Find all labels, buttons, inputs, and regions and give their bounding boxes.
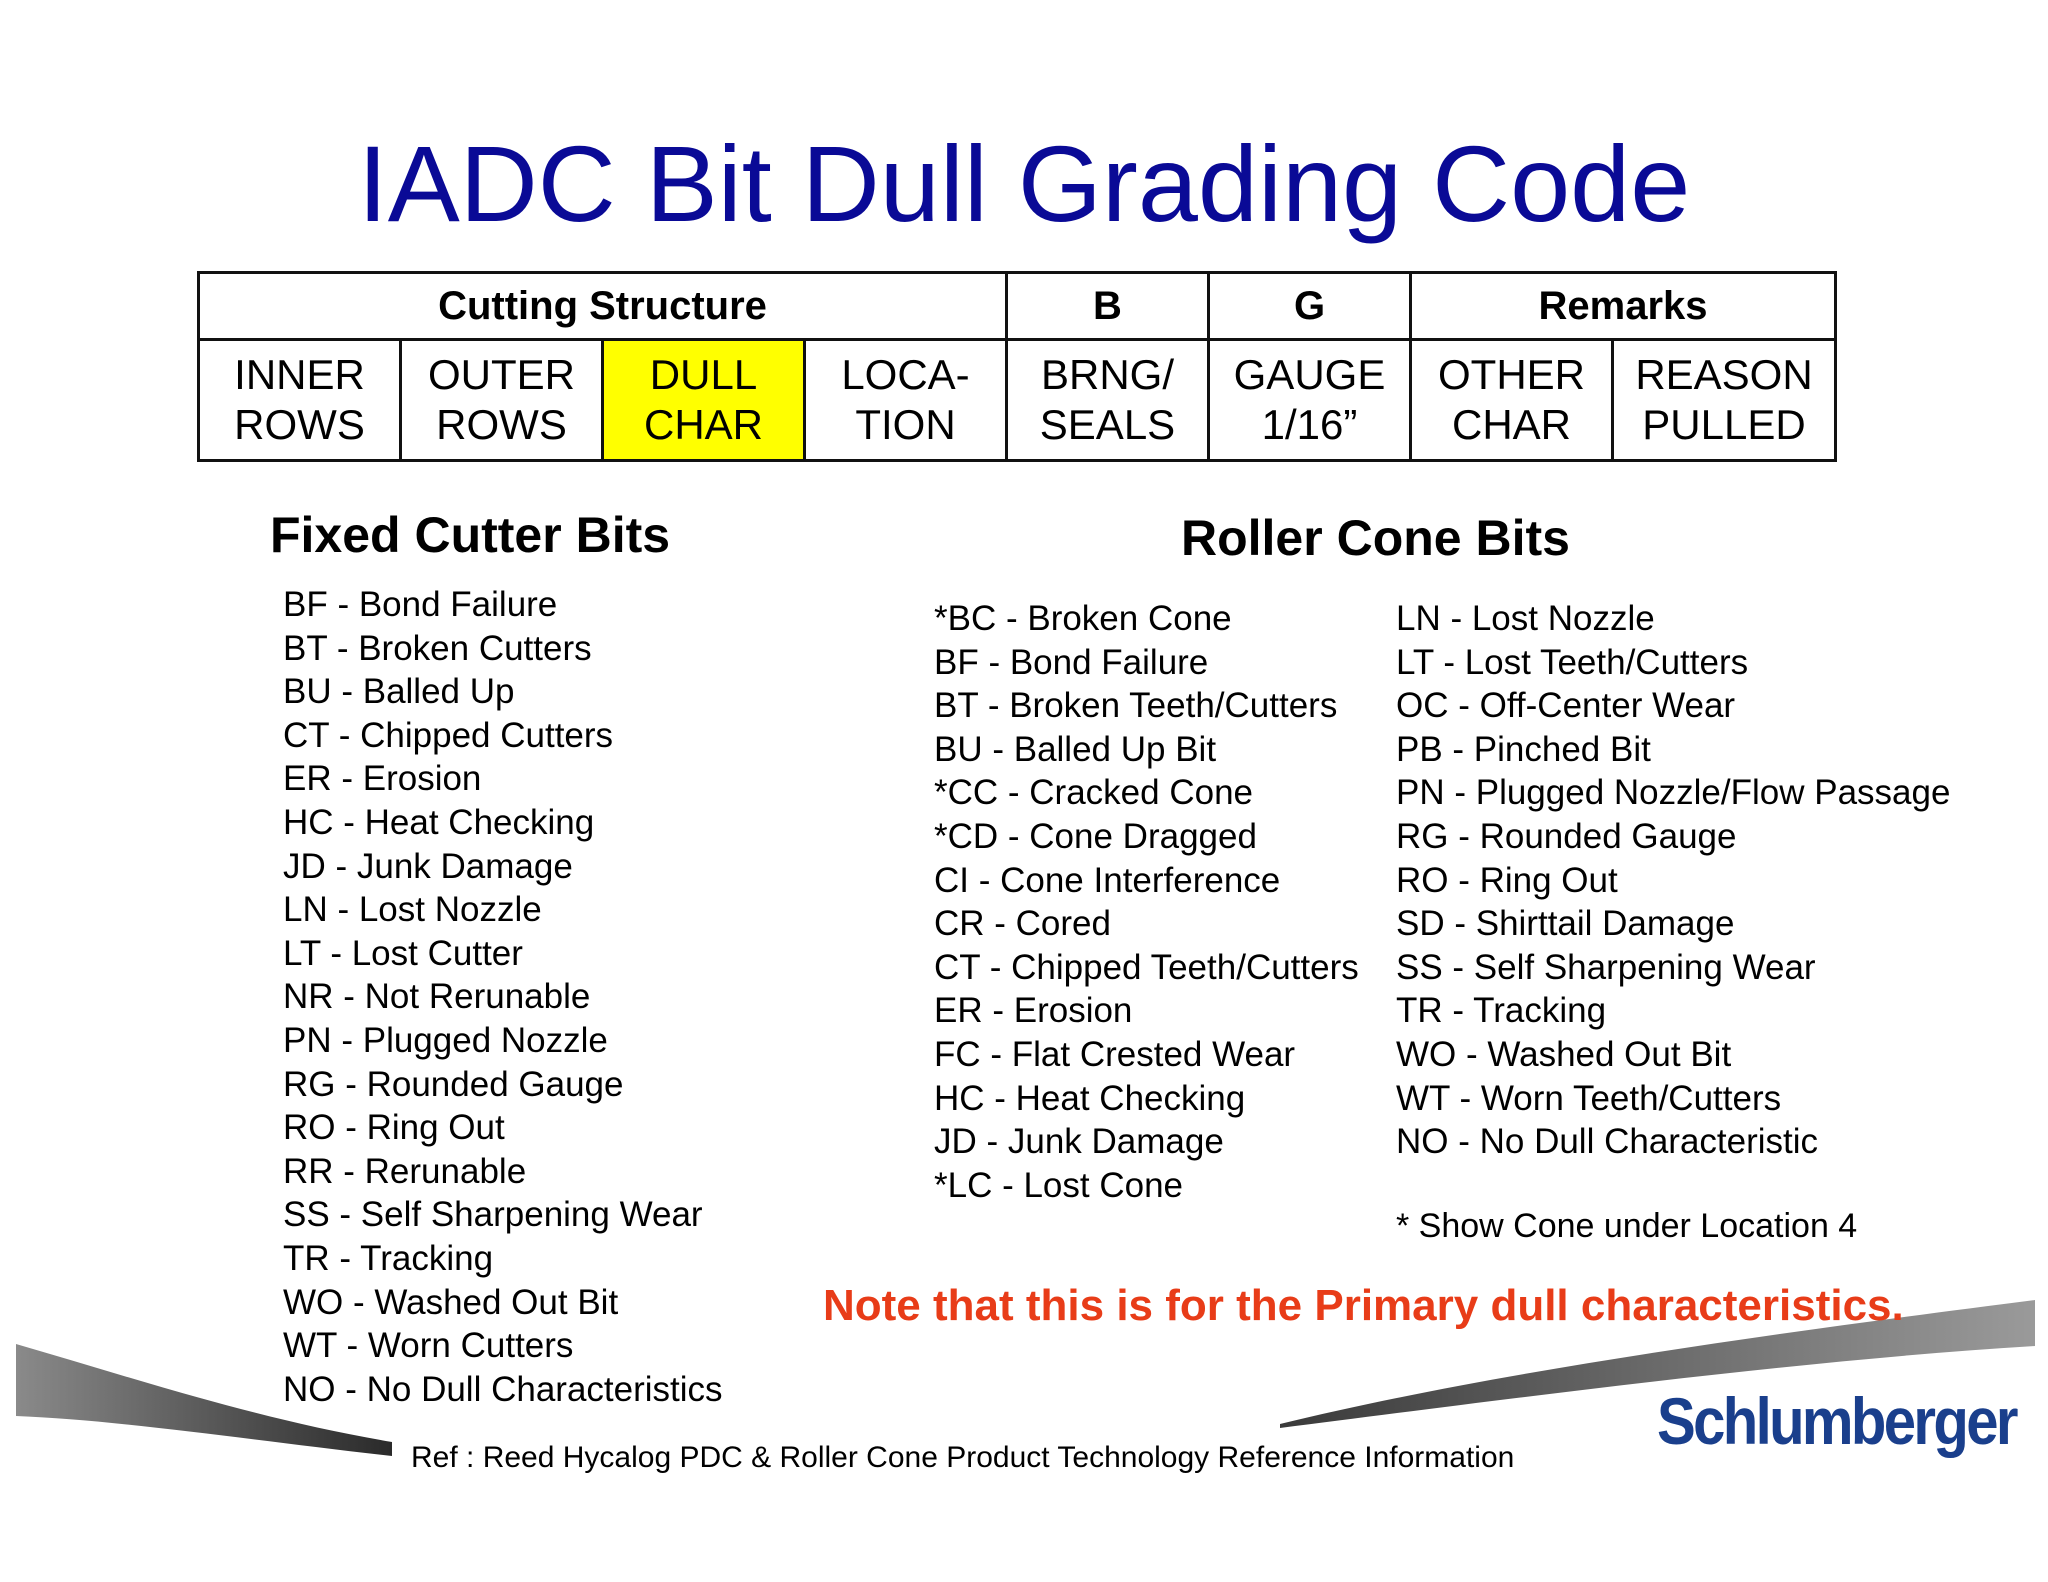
cell-gauge: GAUGE 1/16” xyxy=(1209,340,1411,461)
roller-cone-item: HC - Heat Checking xyxy=(934,1078,1246,1118)
fixed-cutter-item: RO - Ring Out xyxy=(283,1108,505,1148)
roller-cone-list-col1 xyxy=(934,597,1359,1207)
fixed-cutter-item: WT - Worn Cutters xyxy=(283,1326,574,1366)
header-cutting-structure: Cutting Structure xyxy=(199,273,1007,340)
roller-cone-item: CT - Chipped Teeth/Cutters xyxy=(934,947,1359,987)
fixed-cutter-item: NR - Not Rerunable xyxy=(283,977,591,1017)
roller-cone-item: CR - Cored xyxy=(934,904,1111,944)
fixed-cutter-item: CT - Chipped Cutters xyxy=(283,715,614,755)
fixed-cutter-item: TR - Tracking xyxy=(283,1238,494,1278)
roller-cone-list-col2 xyxy=(1396,597,1950,1164)
fixed-cutter-item: LT - Lost Cutter xyxy=(283,933,523,973)
fixed-cutter-item: BU - Balled Up xyxy=(283,672,515,712)
roller-cone-item: PB - Pinched Bit xyxy=(1396,729,1651,769)
roller-cone-item: *CC - Cracked Cone xyxy=(934,773,1253,813)
cell-location: LOCA- TION xyxy=(805,340,1007,461)
page-title: IADC Bit Dull Grading Code xyxy=(357,123,1691,244)
roller-cone-item: SD - Shirttail Damage xyxy=(1396,904,1735,944)
fixed-cutter-item: PN - Plugged Nozzle xyxy=(283,1020,608,1060)
fixed-cutter-item: NO - No Dull Characteristics xyxy=(283,1369,723,1409)
fixed-cutter-item: JD - Junk Damage xyxy=(283,846,573,886)
cell-other-char: OTHER CHAR xyxy=(1411,340,1613,461)
grading-code-table xyxy=(197,271,1837,462)
primary-dull-note: Note that this is for the Primary dull characteristics. xyxy=(823,1281,1904,1330)
table-subheader-row xyxy=(199,340,1836,461)
roller-cone-item: BT - Broken Teeth/Cutters xyxy=(934,686,1338,726)
fixed-cutter-heading: Fixed Cutter Bits xyxy=(270,507,671,563)
roller-cone-item: RO - Ring Out xyxy=(1396,860,1618,900)
fixed-cutter-item: HC - Heat Checking xyxy=(283,802,595,842)
cell-dull-char: DULL CHAR xyxy=(603,340,805,461)
roller-cone-item: FC - Flat Crested Wear xyxy=(934,1034,1296,1074)
cell-reason-pulled: REASON PULLED xyxy=(1613,340,1836,461)
roller-cone-item: LN - Lost Nozzle xyxy=(1396,599,1655,638)
roller-cone-item: PN - Plugged Nozzle/Flow Passage xyxy=(1396,773,1951,813)
roller-cone-item: OC - Off-Center Wear xyxy=(1396,686,1736,726)
table-header-row xyxy=(199,273,1836,340)
roller-cone-item: ER - Erosion xyxy=(934,991,1133,1031)
roller-cone-item: *CD - Cone Dragged xyxy=(934,816,1257,856)
fixed-cutter-item: RR - Rerunable xyxy=(283,1151,527,1191)
roller-cone-item: BU - Balled Up Bit xyxy=(934,729,1217,769)
roller-cone-item: BF - Bond Failure xyxy=(934,642,1209,682)
roller-cone-item: TR - Tracking xyxy=(1396,991,1607,1031)
header-gauge: G xyxy=(1209,273,1411,340)
fixed-cutter-list xyxy=(283,583,723,1411)
fixed-cutter-item: ER - Erosion xyxy=(283,759,482,799)
roller-cone-item: *LC - Lost Cone xyxy=(934,1165,1184,1205)
roller-cone-item: WO - Washed Out Bit xyxy=(1396,1034,1732,1074)
roller-cone-item: *BC - Broken Cone xyxy=(934,599,1232,638)
cell-outer-rows: OUTER ROWS xyxy=(401,340,603,461)
header-bearings: B xyxy=(1007,273,1209,340)
roller-cone-item: WT - Worn Teeth/Cutters xyxy=(1396,1078,1782,1118)
fixed-cutter-item: WO - Washed Out Bit xyxy=(283,1282,619,1322)
schlumberger-logo: Schlumberger xyxy=(1657,1384,2016,1458)
roller-cone-item: RG - Rounded Gauge xyxy=(1396,816,1737,856)
fixed-cutter-item: RG - Rounded Gauge xyxy=(283,1064,624,1104)
reference-text: Ref : Reed Hycalog PDC & Roller Cone Product Technology Reference Information xyxy=(411,1441,1515,1474)
fixed-cutter-item: SS - Self Sharpening Wear xyxy=(283,1195,703,1235)
roller-cone-item: SS - Self Sharpening Wear xyxy=(1396,947,1816,987)
roller-cone-item: NO - No Dull Characteristic xyxy=(1396,1122,1819,1162)
fixed-cutter-item: BT - Broken Cutters xyxy=(283,628,592,668)
roller-cone-heading: Roller Cone Bits xyxy=(1181,510,1570,566)
roller-cone-item: JD - Junk Damage xyxy=(934,1122,1224,1162)
header-remarks: Remarks xyxy=(1411,273,1836,340)
cell-bearings-seals: BRNG/ SEALS xyxy=(1007,340,1209,461)
roller-cone-footnote: * Show Cone under Location 4 xyxy=(1396,1207,1858,1245)
roller-cone-item: CI - Cone Interference xyxy=(934,860,1281,900)
fixed-cutter-item: BF - Bond Failure xyxy=(283,585,558,624)
fixed-cutter-item: LN - Lost Nozzle xyxy=(283,890,542,930)
cell-inner-rows: INNER ROWS xyxy=(199,340,401,461)
roller-cone-item: LT - Lost Teeth/Cutters xyxy=(1396,642,1749,682)
